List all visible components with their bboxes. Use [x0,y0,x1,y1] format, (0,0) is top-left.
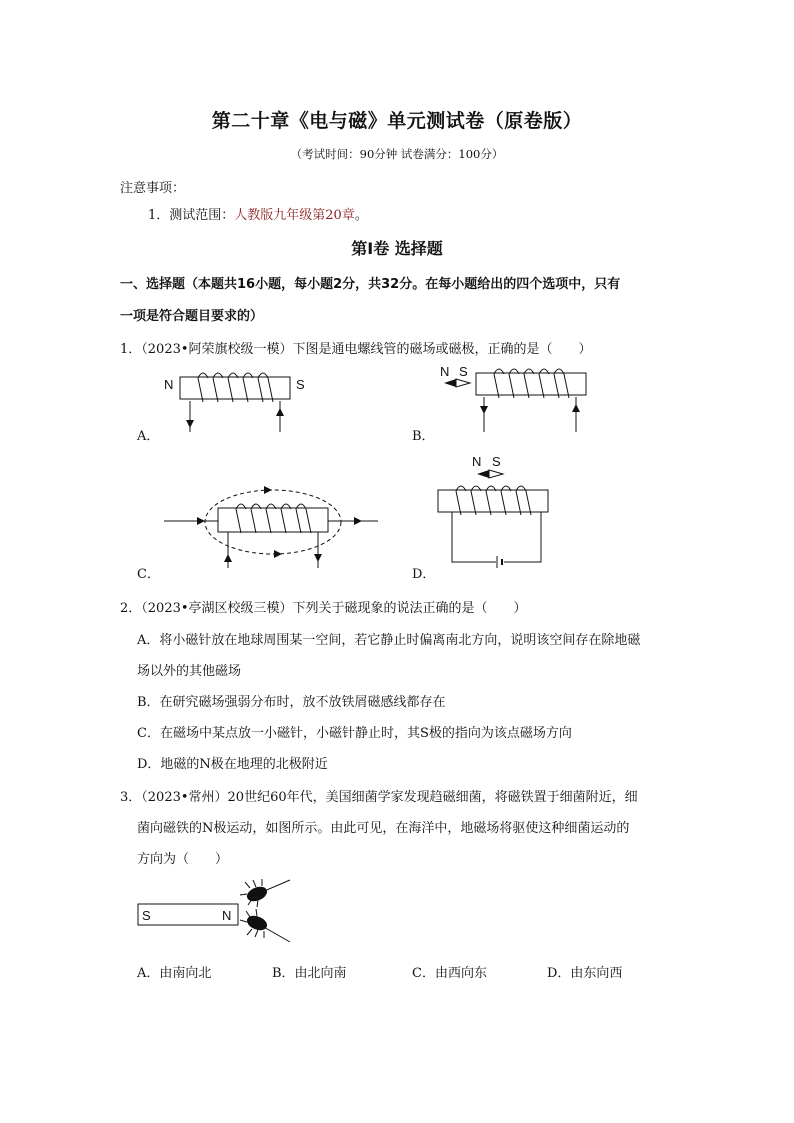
q2-stem: 2．（2023•亭湖区校级三模）下列关于磁现象的说法正确的是（ ） [120,601,527,616]
q3-stem-line2: 菌向磁铁的N极运动，如图所示。由此可见，在海洋中，地磁场将驱使这种细菌运动的 [137,821,630,836]
notes-item-scope: 人教版九年级第20章 [234,208,355,223]
page-title: 第二十章《电与磁》单元测试卷（原卷版） [211,110,583,132]
q3-stem-line3: 方向为（ ） [137,852,229,867]
part-instructions-line2: 一项是符合题目要求的） [120,309,264,324]
bacterium-upper [240,879,290,907]
magnet-n-label: N [222,908,232,923]
q1-stem: 1．（2023•阿荣旗校级一模）下图是通电螺线管的磁场或磁极，正确的是（ ） [120,342,592,357]
notes-item-end: 。 [354,208,368,223]
q2-option-b: B．在研究磁场强弱分布时，放不放铁屑磁感线都存在 [137,695,446,710]
q1-option-d-label: D． [412,567,436,582]
fig-a-s-label: S [296,377,305,392]
q3-option-b: B．由北向南 [272,966,347,981]
magnet-s-label: S [142,908,151,923]
fig-d-n-label: N [472,454,482,469]
fig-b-n-label: N [440,364,450,379]
part-instructions-line1: 一、选择题（本题共16小题，每小题2分，共32分。在每小题给出的四个选项中，只有 [120,277,621,292]
q1-option-a-label: A． [137,429,160,444]
q2-option-a-line2: 场以外的其他磁场 [137,664,242,679]
fig-d-s-label: S [492,454,501,469]
fig-a-n-label: N [164,377,174,392]
section-title: 第Ⅰ卷 选择题 [351,239,443,258]
q3-option-a: A．由南向北 [137,966,212,981]
q2-option-d: D．地磁的N极在地理的北极附近 [137,757,328,772]
q3-option-d: D．由东向西 [547,966,623,981]
notes-item-prefix: 1．测试范围： [148,208,235,223]
bacterium-lower [240,909,290,942]
q3-stem-line1: 3．（2023•常州）20世纪60年代，美国细菌学家发现趋磁细菌，将磁铁置于细菌附近，细 [120,790,638,805]
fig-b-s-label: S [459,364,468,379]
exam-info: （考试时间：90分钟 试卷满分：100分） [290,147,504,161]
q2-option-c: C．在磁场中某点放一小磁针，小磁针静止时，其S极的指向为该点磁场方向 [137,726,572,741]
q2-option-a-line1: A．将小磁针放在地球周围某一空间，若它静止时偏离南北方向，说明该空间存在除地磁 [137,633,641,648]
notes-heading: 注意事项： [120,181,186,196]
q3-option-c: C．由西向东 [412,966,487,981]
q1-option-c-label: C． [137,567,160,582]
q1-option-b-label: B． [412,429,435,444]
